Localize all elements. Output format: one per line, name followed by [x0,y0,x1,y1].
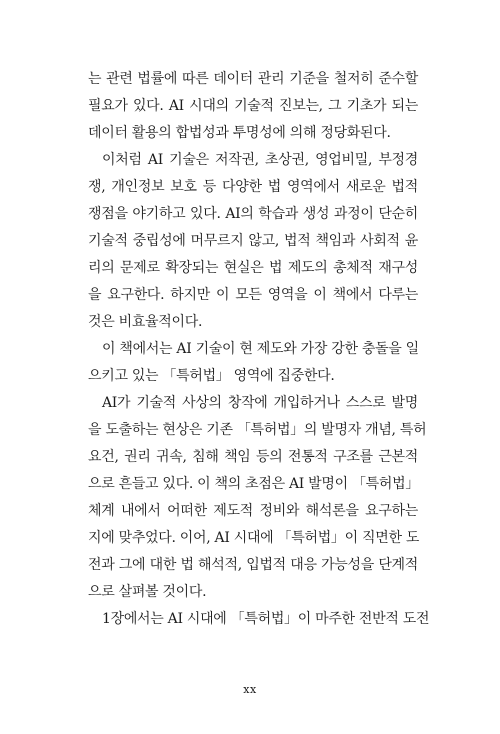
text-line: 요건, 권리 귀속, 침해 책임 등의 전통적 구조를 근본적 [88,449,418,465]
text-line: 으로 살펴볼 것이다. [88,584,207,600]
text-line: 지에 맞추었다. 이어, AI 시대에 「특허법」이 직면한 도 [88,530,420,546]
text-line: 는 관련 법률에 따른 데이터 관리 기준을 철저히 준수할 [88,71,418,87]
text-line: 으키고 있는 「특허법」 영역에 집중한다. [88,368,335,384]
paragraph-first-line: 1장에서는 AI 시대에 「특허법」이 마주한 전반적 도전 [102,611,430,627]
text-line: 기술적 중립성에 머무르지 않고, 법적 책임과 사회적 윤 [88,233,418,249]
text-line: 리의 문제로 확장되는 현실은 법 제도의 총체적 재구성 [88,260,418,276]
text-line: 쟁점을 야기하고 있다. AI의 학습과 생성 과정이 단순히 [88,206,418,222]
text-line: 으로 흔들고 있다. 이 책의 초점은 AI 발명이 「특허법」 [88,476,420,492]
text-line: 데이터 활용의 합법성과 투명성에 의해 정당화된다. [88,125,391,141]
paragraph-first-line: 이 책에서는 AI 기술이 현 제도와 가장 강한 충돌을 일 [102,341,419,357]
text-line: 전과 그에 대한 법 해석적, 입법적 대응 가능성을 단계적 [88,557,418,573]
body-text [88,66,430,633]
text-line: 쟁, 개인정보 보호 등 다양한 법 영역에서 새로운 법적 [88,179,418,195]
paragraph-first-line: AI가 기술적 사상의 창작에 개입하거나 스스로 발명 [102,395,418,411]
text-line: 을 도출하는 현상은 기존 「특허법」의 발명자 개념, 특허 [88,422,427,438]
text-line: 체계 내에서 어떠한 제도적 정비와 해석론을 요구하는 [88,503,418,519]
text-line: 을 요구한다. 하지만 이 모든 영역을 이 책에서 다루는 [88,287,418,303]
text-line: 것은 비효율적이다. [88,314,203,330]
paragraph-first-line: 이처럼 AI 기술은 저작권, 초상권, 영업비밀, 부정경 [102,152,418,168]
page-number: xx [243,683,257,696]
text-line: 필요가 있다. AI 시대의 기술적 진보는, 그 기초가 되는 [88,98,418,114]
